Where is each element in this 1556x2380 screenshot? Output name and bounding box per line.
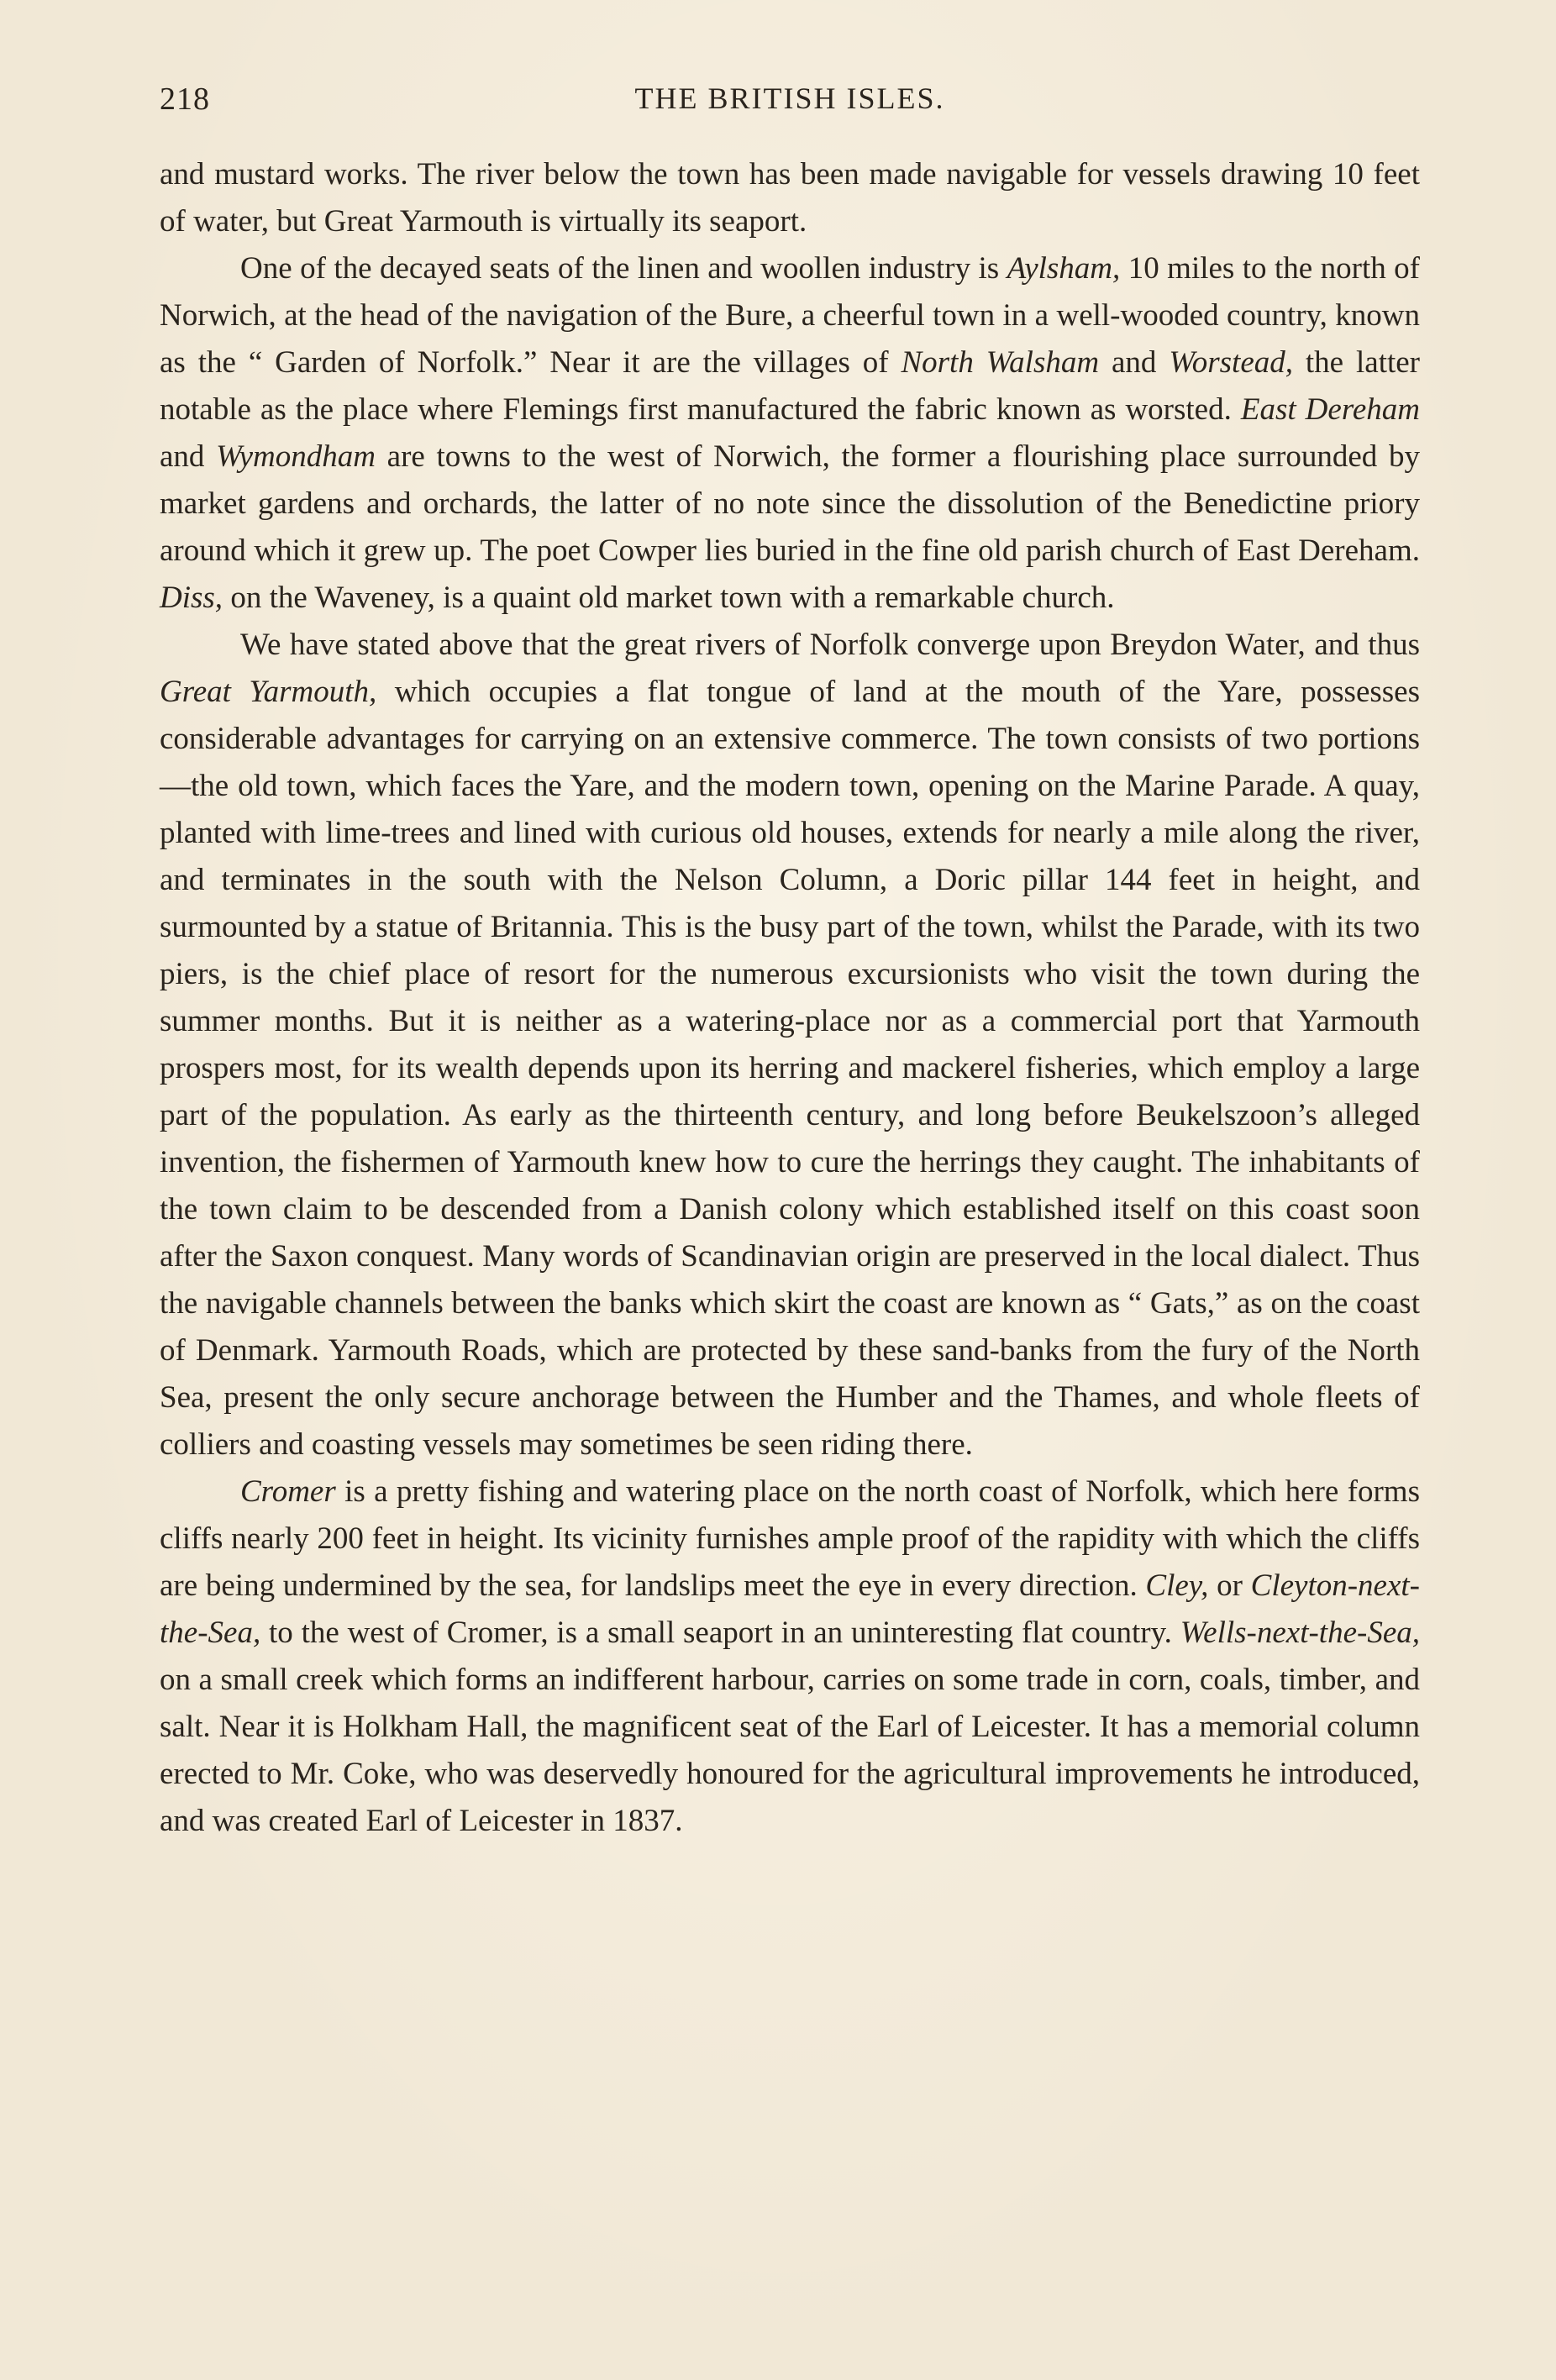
text-run: is a pretty fishing and watering place on the north coast of Norfolk, which here forms cliffs nearly 200 feet in height. Its vicinity furnishes ample proof of the rapidity with which the cliffs are being undermined by the sea, for landslips meet the eye in every direction.	[160, 1474, 1420, 1603]
italic-text: Aylsham,	[1007, 251, 1121, 286]
italic-text: Cleyton-next-the-Sea,	[160, 1568, 1420, 1650]
italic-text: Worstead,	[1169, 345, 1293, 380]
text-run: are towns to the west of Norwich, the former a flourishing place surrounded by market gardens and orchards, the latter of no note since the dissolution of the Benedictine priory around which it grew up. The poet Cowper lies buried in the fine old parish church of East Dereham.	[160, 439, 1420, 568]
text-run: on the Waveney, is a quaint old market town with a remarkable church.	[223, 581, 1115, 615]
text-run: which occupies a flat tongue of land at the mouth of the Yare, possesses considerable advantages for carrying on an extensive commerce. The town consists of two portions—the old town, which faces the Yare, and the modern town, opening on the Marine Parade. A quay, planted with lime-trees and lined with curious old houses, extends for nearly a mile along the river, and terminates in the south with the Nelson Column, a Doric pillar 144 feet in height, and surmounted by a statue of Britannia. This is the busy part of the town, whilst the Parade, with its two piers, is the chief place of resort for the numerous excursionists who visit the town during the summer months. But it is neither as a watering-place nor as a commercial port that Yarmouth prospers most, for its wealth depends upon its herring and mackerel fisheries, which employ a large part of the population. As early as the thirteenth century, and long before Beukelszoon’s alleged invention, the fishermen of Yarmouth knew how to cure the herrings they caught. The inhabitants of the town claim to be descended from a Danish colony which established itself on this coast soon after the Saxon conquest. Many words of Scandinavian origin are preserved in the local dialect. Thus the navigable channels between the banks which skirt the coast are known as “ Gats,” as on the coast of Denmark. Yarmouth Roads, which are protected by these sand-banks from the fury of the North Sea, present the only secure anchorage between the Humber and the Thames, and whole fleets of colliers and coasting vessels may sometimes be seen riding there.	[160, 675, 1420, 1462]
text-run: on a small creek which forms an indifferent harbour, carries on some trade in corn, coals, timber, and salt. Near it is Holkham Hall, the magnificent seat of the Earl of Leicester. It has a memorial column erected to Mr. Coke, who was deservedly honoured for the agricultural improvements he introduced, and was created Earl of Leicester in 1837.	[160, 1663, 1420, 1838]
text-run: the latter notable as the place where Flemings first manufactured the fabric known as worsted.	[160, 345, 1421, 427]
paragraph	[160, 622, 1420, 1468]
italic-text: East Dereham	[1240, 392, 1420, 427]
text-run: and mustard works. The river below the town has been made navigable for vessels drawing 10 feet of water, but Great Yarmouth is virtually its seaport.	[160, 157, 1420, 239]
text-run: One of the decayed seats of the linen and woollen industry is	[240, 251, 1007, 286]
italic-text: Cley,	[1145, 1568, 1209, 1603]
text-run: and	[160, 439, 217, 474]
italic-text: Wells-next-the-Sea,	[1180, 1616, 1420, 1650]
text-run: We have stated above that the great rivers of Norfolk converge upon Breydon Water, and thus	[240, 628, 1420, 662]
text-run: or	[1208, 1568, 1251, 1603]
italic-text: Great Yarmouth,	[160, 675, 377, 709]
italic-text: North Walsham	[901, 345, 1100, 380]
paragraph	[160, 151, 1420, 245]
page-header	[160, 81, 1420, 131]
paragraph	[160, 1468, 1420, 1845]
italic-text: Cromer	[240, 1474, 336, 1509]
text-run: to the west of Cromer, is a small seaport in an uninteresting flat country.	[260, 1616, 1180, 1650]
text-run: 10 miles to the north of Norwich, at the head of the navigation of the Bure, a cheerful town in a well-wooded country, known as the “ Garden of Norfolk.” Near it are the villages of	[160, 251, 1420, 380]
page-number: 218	[160, 81, 210, 117]
text-run: and	[1099, 345, 1170, 380]
italic-text: Wymondham	[216, 439, 376, 474]
running-title: THE BRITISH ISLES.	[634, 81, 945, 115]
paragraph	[160, 245, 1420, 622]
italic-text: Diss,	[160, 581, 223, 615]
body-text	[160, 151, 1420, 1845]
